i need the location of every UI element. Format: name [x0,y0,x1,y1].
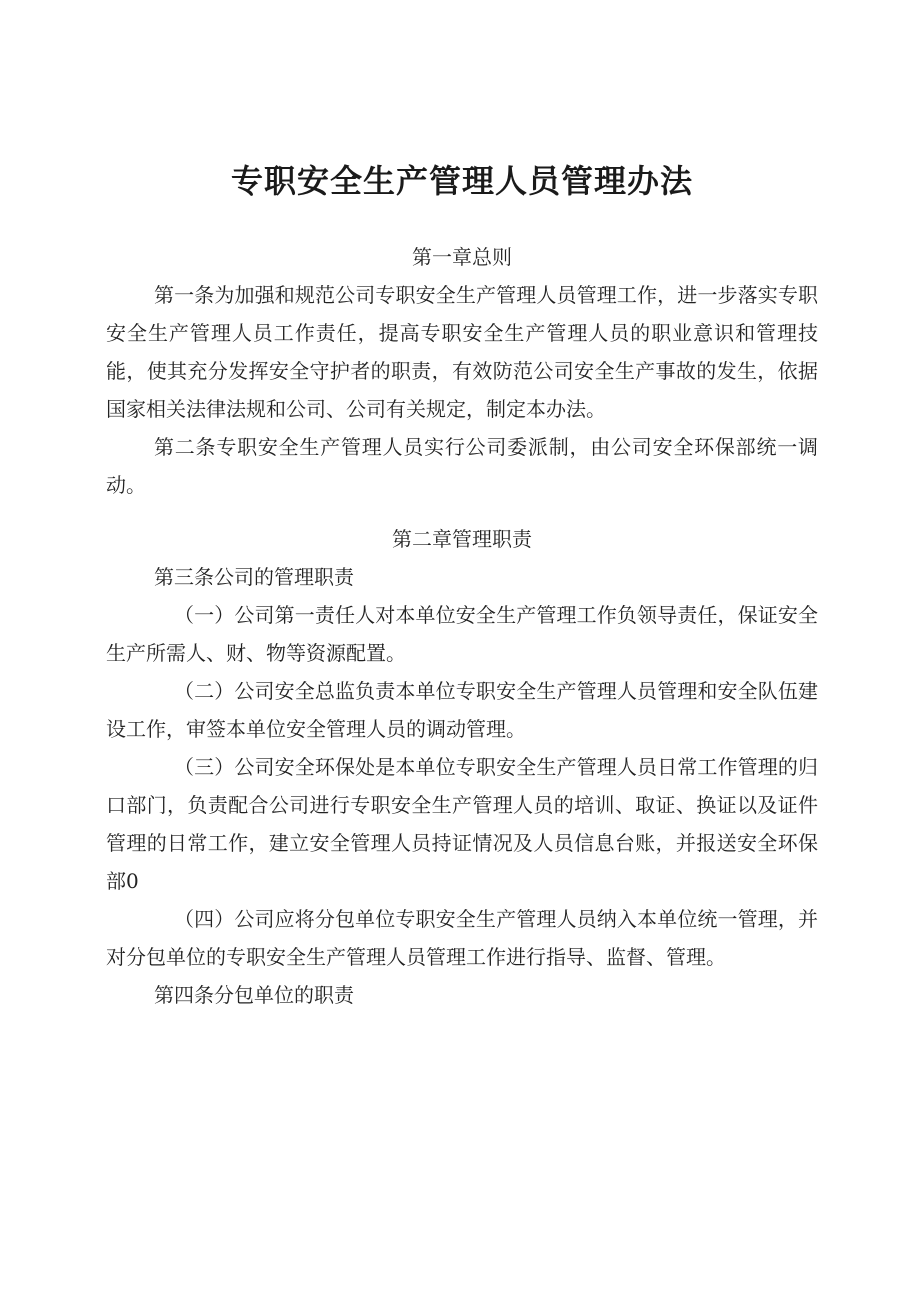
article-3-item-3: （三）公司安全环保处是本单位专职安全生产管理人员日常工作管理的归口部门，负责配合公司进行专职安全生产管理人员的培训、取证、换证以及证件管理的日常工作，建立安全管理人员持证情况及人员信息台账，并报送安全环保部0 [106,755,818,893]
article-4-heading: 第四条分包单位的职责 [154,983,354,1007]
chapter-1-heading: 第一章总则 [412,245,512,269]
article-1: 第一条为加强和规范公司专职安全生产管理人员管理工作，进一步落实专职安全生产管理人员工作责任，提高专职安全生产管理人员的职业意识和管理技能，使其充分发挥安全守护者的职责，有效防范公司安全生产事故的发生，依据国家相关法律法规和公司、公司有关规定，制定本办法。 [106,283,818,421]
article-3-heading: 第三条公司的管理职责 [154,565,354,589]
article-2: 第二条专职安全生产管理人员实行公司委派制，由公司安全环保部统一调动。 [106,435,818,497]
article-3-item-4: （四）公司应将分包单位专职安全生产管理人员纳入本单位统一管理，并对分包单位的专职安全生产管理人员管理工作进行指导、监督、管理。 [106,907,818,969]
document-title: 专职安全生产管理人员管理办法 [230,162,693,200]
chapter-2-heading: 第二章管理职责 [392,527,532,551]
article-3-item-1: （一）公司第一责任人对本单位安全生产管理工作负领导责任，保证安全生产所需人、财、物等资源配置。 [106,603,818,665]
article-3-item-2: （二）公司安全总监负责本单位专职安全生产管理人员管理和安全队伍建设工作，审签本单位安全管理人员的调动管理。 [106,679,818,741]
